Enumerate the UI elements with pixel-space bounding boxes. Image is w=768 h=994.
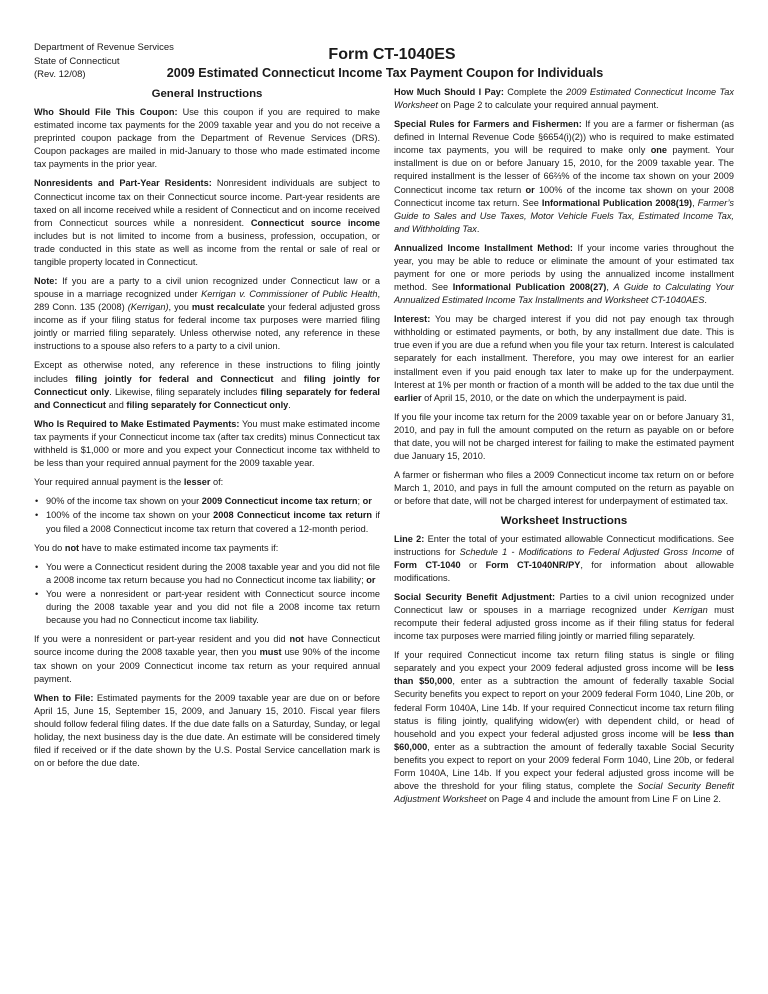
filing-jointly-paragraph: Except as otherwise noted, any reference in these instructions to filing jointly includes filing jointly for federal and Connecticut and filing jointly for Connecticut only. Likewise, filing separately includes filing separately for federal and Connecticut and filing separately for Connecticut only. [34, 360, 380, 410]
how-much-paragraph: How Much Should I Pay: Complete the 2009 Estimated Connecticut Income Tax Worksheet on Page 2 to calculate your required annual payment. [394, 87, 734, 111]
revision-date: (Rev. 12/08) [34, 69, 86, 80]
general-instructions-heading: General Instructions [151, 88, 263, 100]
required-payment-list [34, 495, 380, 535]
worksheet-instructions-heading: Worksheet Instructions [500, 514, 628, 527]
interest-paragraph: Interest: You may be charged interest if you did not pay enough tax through withholding or estimated payments, or both, by any installment due date. This is true even if you are due a refund when you file your tax return. Interest is calculated separately for each installment. Therefore, you may owe interest for an earlier installment even if you paid enough tax later to make up for the underpayment. Interest at 1% per month or fraction of a month will be added to the tax due until the earlier of April 15, 2010, or the date on which the underpayment is paid. [394, 314, 734, 403]
annualized-paragraph: Annualized Income Installment Method: If your income varies throughout the year, you may be able to reduce or eliminate the amount of your estimated tax payment for one or more periods by using the annualized income installment method. See Informational Publication 2008(27), A Guide to Calculating Your Annualized Estimated Income Tax Installments and Worksheet CT-1040AES. [394, 242, 735, 306]
who-should-file-paragraph: Who Should File This Coupon: Use this coupon if you are required to make estimated income tax payments for the 2009 taxable year and you do not receive a preprinted coupon package from the Department of Revenue Services (DRS). Coupon packages are mailed in mid-January to those who made estimated income tax payments in the prior year. [34, 107, 380, 170]
right-column [394, 86, 734, 812]
list-item: • 90% of the income tax shown on your 2009 Connecticut income tax return; or [34, 495, 380, 508]
nonresident-2008-paragraph: If you were a nonresident or part-year resident and you did not have Connecticut source income during the 2008 taxable year, then you must use 90% of the income tax shown on your 2009 Connecticut income tax return as your required annual payment. [34, 634, 381, 684]
when-to-file-paragraph: When to File: Estimated payments for the 2009 taxable year are due on or before April 15, June 15, September 15, 2009, and January 15, 2010. Fiscal year filers should follow federal filing dates. If the due date falls on a Saturday, Sunday, or legal holiday, the next business day is the due date. An estimate will be considered timely filed if received or if the date shown by the U.S. Postal Service cancellation mark is on or before the due date. [34, 692, 381, 769]
left-column [34, 86, 380, 776]
not-required-intro: You do not have to make estimated income tax payments if: [34, 542, 279, 553]
list-item: • You were a nonresident or part-year resident with Connecticut source income during the 2008 taxable year and you did not file a 2008 income tax return because you had no Connecticut income tax liability. [34, 588, 380, 627]
list-item: • You were a Connecticut resident during the 2008 taxable year and you did not file a 2008 income tax return because you had no Connecticut income tax liability; or [34, 561, 380, 587]
farmer-march-paragraph: A farmer or fisherman who files a 2009 Connecticut income tax return on or before March 1, 2010, and pays in full the amount computed on the return as payable on or before that date, will not be charged interest for underpayment of estimated tax. [394, 470, 734, 507]
ssba-paragraph: Social Security Benefit Adjustment: Parties to a civil union recognized under Connecticut law or spouses in a marriage recognized under Kerrigan must recompute their federal adjusted gross income as if their filing status for federal income tax purposes were married filing jointly or married filing separately. [394, 591, 734, 642]
exemption-list [34, 561, 380, 627]
coupon-title: 2009 Estimated Connecticut Income Tax Payment Coupon for Individuals [166, 66, 604, 80]
filing-status-paragraph: If your required Connecticut income tax return filing status is single or filing separately and you expect your 2009 federal adjusted gross income will be less than $50,000, enter as a subtraction the amount of federally taxable Social Security benefits you expect to report on your 2009 federal Form 1040, Line 20b, or federal Form 1040A, Line 14b. If your required Connecticut income tax return filing status is filing jointly, qualifying widow(er) with dependent child, or head of household and you expect your federal adjusted gross income will be less than $60,000, enter as a subtraction the amount of federally taxable Social Security benefits you expect to report on your 2009 federal Form 1040, Line 20b, or federal Form 1040A, Line 14b. If you expect your federal adjusted gross income will be above the threshold for your filing status, complete the Social Security Benefit Adjustment Worksheet on Page 4 and include the amount from Line F on Line 2. [394, 650, 734, 804]
civil-union-note: Note: If you are a party to a civil union recognized under Connecticut law or a spouse in a marriage recognized under Kerrigan v. Commissioner of Public Health, 289 Conn. 135 (2008) (Kerrigan), you must recalculate your federal adjusted gross income as if your filing status for federal income tax purposes were married filing jointly or married filing separately. Unless otherwise noted, any reference in these instructions to a spouse also refers to a party to a civil union. [34, 275, 380, 352]
state-name: State of Connecticut [34, 56, 120, 67]
list-item: • 100% of the income tax shown on your 2008 Connecticut income tax return if you filed a 2008 Connecticut income tax return that covered a 12-month period. [34, 509, 380, 535]
farmers-paragraph: Special Rules for Farmers and Fishermen: If you are a farmer or fisherman (as defined in Internal Revenue Code §6654(i)(2)) who is required to make estimated income tax payments, you will be required to make only one payment. Your installment is due on or before January 15, 2010, for the 2009 taxable year. The required installment is the lesser of 66⅔% of the income tax shown on your 2009 Connecticut income tax return or 100% of the income tax shown on your 2008 Connecticut income tax return. See Informational Publication 2008(19), Farmer’s Guide to Sales and Use Taxes, Motor Vehicle Fuels Tax, Estimated Income Tax, and Withholding Tax. [394, 119, 735, 234]
form-title: Form CT-1040ES [328, 46, 456, 63]
january-31-paragraph: If you file your income tax return for the 2009 taxable year on or before January 31, 2010, and pay in full the amount computed on the return as payable on or before that date, you will not be charged interest for failing to make the estimated payment due January 15, 2010. [394, 411, 734, 461]
required-annual-payment: Your required annual payment is the lesser of: [34, 477, 224, 488]
nonresidents-paragraph: Nonresidents and Part-Year Residents: Nonresident individuals are subject to Connecticut income tax on their Connecticut source income. Part-year residents are taxed on all income received while a resident of Connecticut and on income received from Connecticut sources while a nonresident. Connecticut source income includes but is not limited to income from a business, profession, occupation, or trade conducted in this state as well as income from the rental or sale of real or tangible property located in Connecticut. [34, 178, 381, 267]
line-2-paragraph: Line 2: Enter the total of your estimated allowable Connecticut modifications. See instructions for Schedule 1 - Modifications to Federal Adjusted Gross Income of Form CT-1040 or Form CT-1040NR/PY, for information about allowable modifications. [394, 533, 735, 583]
who-required-paragraph: Who Is Required to Make Estimated Payments: You must make estimated income tax payments if your Connecticut income tax (after tax credits) minus Connecticut tax withheld is $1,000 or more and you expect your Connecticut income tax withheld to be less than your required annual payment for the 2009 taxable year. [34, 418, 380, 468]
agency-name: Department of Revenue Services [34, 42, 174, 53]
